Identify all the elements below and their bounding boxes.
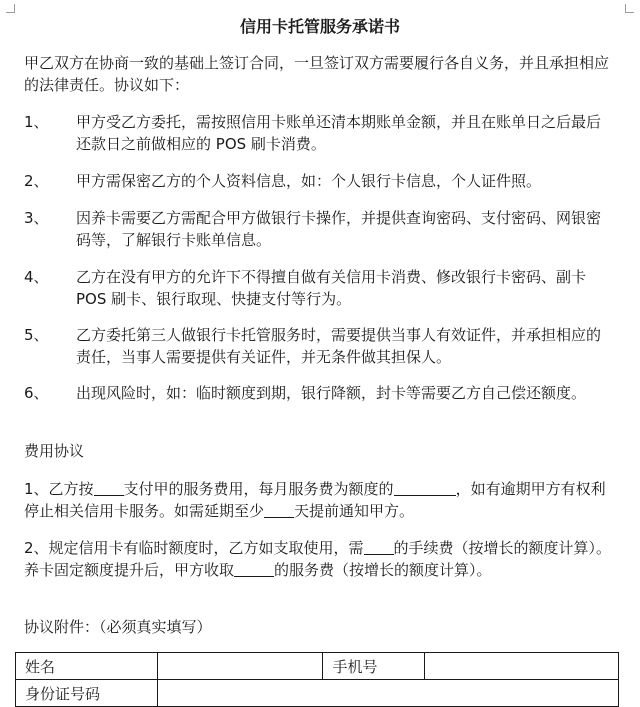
name-field[interactable] <box>157 653 323 680</box>
info-table <box>15 652 619 707</box>
clause-number: 6、 <box>24 384 49 402</box>
clause-1 <box>24 111 614 155</box>
fee-text: 支付甲的服务费用，每月服务费为额度的 <box>123 480 394 498</box>
id-number-label: 身份证号码 <box>16 680 158 707</box>
fee-heading: 费用协议 <box>24 442 85 460</box>
name-label: 姓名 <box>16 653 158 680</box>
table-row <box>16 653 619 680</box>
intro-paragraph: 甲乙双方在协商一致的基础上签订合同，一旦签订双方需要履行各自义务，并且承担相应的法律责任。协议如下： <box>24 54 610 94</box>
fee-text: 2、规定信用卡有临时额度时，乙方如支取使用，需 <box>24 539 364 557</box>
document-title: 信用卡托管服务承诺书 <box>239 17 400 36</box>
fee-text: 天提前通知甲方。 <box>294 502 415 520</box>
attachment-label: 协议附件：（必须真实填写） <box>24 618 212 636</box>
clause-text: 因养卡需要乙方需配合甲方做银行卡操作，并提供查询密码、支付密码、网银密码等，了解银行卡账单信息。 <box>76 209 602 249</box>
fee-text: 的服务费（按增长的额度计算）。 <box>274 561 492 579</box>
blank-notice-days[interactable] <box>264 501 294 518</box>
clause-number: 3、 <box>24 209 49 227</box>
clause-5 <box>24 324 614 368</box>
clause-2 <box>24 170 614 192</box>
blank-service-fee[interactable] <box>234 560 274 577</box>
phone-field[interactable] <box>425 653 619 680</box>
clause-3 <box>24 207 614 251</box>
blank-handling-fee[interactable] <box>364 538 394 555</box>
fee-text: ，如有逾期甲方有权利停止相关信用卡服务。如需延期至少 <box>24 480 606 520</box>
fee-paragraph-1 <box>24 478 614 522</box>
clause-6 <box>24 382 614 404</box>
blank-fee-rate[interactable] <box>394 479 456 496</box>
clause-number: 1、 <box>24 113 49 131</box>
fee-text: 1、乙方按 <box>24 480 94 498</box>
blank-payment-method[interactable] <box>94 479 124 496</box>
clause-text: 甲方需保密乙方的个人资料信息，如：个人银行卡信息，个人证件照。 <box>76 172 542 190</box>
id-number-field[interactable] <box>157 680 618 707</box>
table-row <box>16 680 619 707</box>
corner-mark-left <box>6 4 15 13</box>
clause-text: 乙方委托第三人做银行卡托管服务时，需要提供当事人有效证件，并承担相应的责任，当事人需要提供有关证件，并无条件做其担保人。 <box>76 326 602 366</box>
clause-number: 5、 <box>24 326 49 344</box>
clause-text: 乙方在没有甲方的允许下不得擅自做有关信用卡消费、修改银行卡密码、副卡 POS 刷卡、银行取现、快捷支付等行为。 <box>76 268 587 308</box>
clause-text: 甲方受乙方委托，需按照信用卡账单还清本期账单金额，并且在账单日之后最后还款日之前做相应的 POS 刷卡消费。 <box>76 113 602 153</box>
clause-text: 出现风险时，如：临时额度到期，银行降额，封卡等需要乙方自己偿还额度。 <box>76 384 587 402</box>
fee-paragraph-2 <box>24 537 614 581</box>
clause-number: 2、 <box>24 172 49 190</box>
phone-label: 手机号 <box>323 653 425 680</box>
corner-mark-right <box>625 4 634 13</box>
clause-number: 4、 <box>24 268 49 286</box>
clause-4 <box>24 266 614 310</box>
fee-text: 的手续费（按增长的额度计算）。养卡固定额度提升后，甲方收取 <box>24 539 612 579</box>
